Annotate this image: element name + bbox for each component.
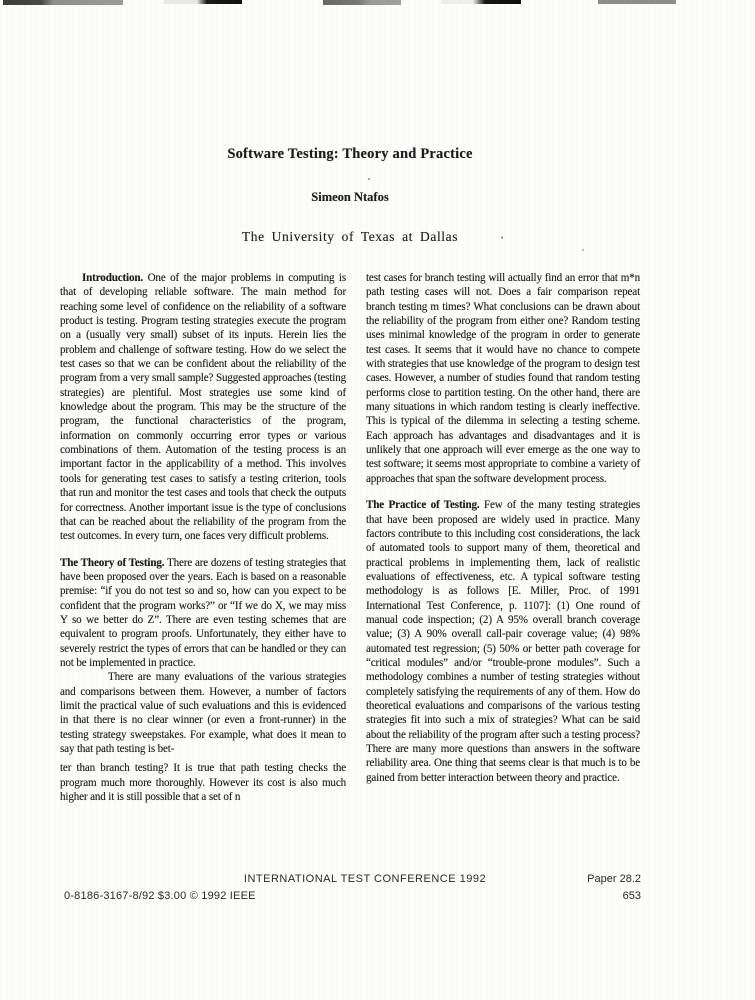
paragraph-practice-of-testing (366, 498, 640, 785)
paragraph-text: One of the major problems in computing is that of developing reliable software. The main method for reaching some level of confidence on the reliability of a software product is testing. Program testing strategies execute the program on a (usually very small) subset of its inputs. Herein lies the problem and challenge of software testing. How do we select the test cases so that we can be confident about the reliability of the program from a very small sample? Suggested approaches (testing strategies) are plentiful. Most strategies use some kind of knowledge about the program. This may be the structure of the program, the functional characteristics of the program, information on commonly occurring error types or various combinations of them. Automation of the testing process is an important factor in the applicability of a method. This involves tools for generating test cases to satisfy a testing criterion, tools that run and monitor the test cases and tools that check the outputs for correctness. Another important issue is the type of conclusions that can be reached about the reliability of the program from the test outcomes. In every turn, one faces very difficult problems. (60, 272, 346, 543)
paragraph-text: test cases for branch testing will actually find an error that m*n path testing cases will not. Does a fair comparison repeat branch testing m times? What conclusions can be drawn about the reliability of the program from either one? Random testing uses minimal knowledge of the program in order to generate test cases. It seems that it would have no chance to compete with strategies that use knowledge of the program to design test cases. However, a number of studies found that random testing performs close to partition testing. On the other hand, there are many situations in which random testing is clearly ineffective. This is typical of the dilemma in selecting a testing scheme. Each approach has advantages and disadvantages and it is unlikely that one approach will ever emerge as the one way to test software; it seems most appropriate to combine a variety of approaches that span the software development process. (366, 272, 640, 485)
two-column-body (60, 271, 640, 804)
paper-affiliation: The University of Texas at Dallas (241, 229, 459, 244)
paragraph-evaluations-continued (60, 761, 346, 804)
paper-number: Paper 28.2 (587, 873, 641, 885)
paper-author: Simeon Ntafos (311, 190, 389, 204)
scan-speck (582, 249, 584, 251)
conference-name: INTERNATIONAL TEST CONFERENCE 1992 (243, 873, 487, 885)
right-column (366, 271, 640, 804)
scan-speck (368, 178, 370, 180)
paper-title: Software Testing: Theory and Practice (227, 146, 473, 162)
paragraph-text: There are many evaluations of the various strategies and comparisons between them. However, a number of factors limit the practical value of such evaluations and this is evidenced in that there is no clear winner (or even a front-runner) in the testing strategy sweepstakes. For example, what does it mean to say that path testing is bet- (60, 671, 346, 755)
paragraph-evaluations (60, 670, 346, 756)
scan-artifact-mark (598, 0, 676, 4)
section-heading-introduction: Introduction. (82, 272, 144, 284)
section-heading-theory: The Theory of Testing. (60, 556, 165, 569)
copyright-line: 0-8186-3167-8/92 $3.00 © 1992 IEEE (64, 890, 256, 902)
scan-artifact-mark (441, 0, 521, 4)
paragraph-column-continuation (366, 271, 640, 486)
scan-artifact-mark (3, 0, 123, 5)
section-heading-practice: The Practice of Testing. (366, 499, 480, 512)
page-number: 653 (622, 890, 641, 902)
scan-artifact-mark (323, 0, 401, 5)
scan-artifact-mark (164, 0, 242, 4)
paragraph-text: Few of the many testing strategies that have been proposed are widely used in practice. Many factors contribute to this including cost considerations, the lack of automated tools to support many of them, theoretical and practical problems in implementing them, lack of realistic evaluations of effectiveness, etc. A typical software testing methodology is as follows [E. Miller, Proc. of 1991 International Test Conference, p. 1107]: (1) One round of manual code inspection; (2) A 95% overall branch coverage value; (3) A 90% overall call-pair coverage value; (4) 98% automated test regression; (5) 50% or better path coverage for “critical modules” and/or “trouble-prone modules”. Such a methodology combines a number of testing strategies without completely satisfying the requirements of any of them. How do theoretical evaluations and comparisons of the various testing strategies fit into such a mix of strategies? What can be said about the reliability of the program after such a testing process? There are many more questions than answers in the software reliability area. One thing that seems clear is that much is to be gained from better interaction between theory and practice. (366, 499, 640, 784)
paragraph-text: There are dozens of testing strategies that have been proposed over the years. Each is based on a reasonable premise: “if you do not test so and so, how can you expect to be confident that the program works?” or “If we do X, we may miss Y so we better do Z”. There are even testing schemes that are equivalent to program proofs. Unfortunately, they either have to severely restrict the types of errors that can be handled or they can not be implemented in practice. (60, 556, 346, 669)
left-column (60, 271, 346, 804)
paragraph-introduction (60, 271, 346, 544)
paragraph-theory-of-testing (60, 556, 346, 671)
paragraph-text: ter than branch testing? It is true that path testing checks the program much more thoroughly. However its cost is also much higher and it is still possible that a set of n (60, 762, 346, 804)
